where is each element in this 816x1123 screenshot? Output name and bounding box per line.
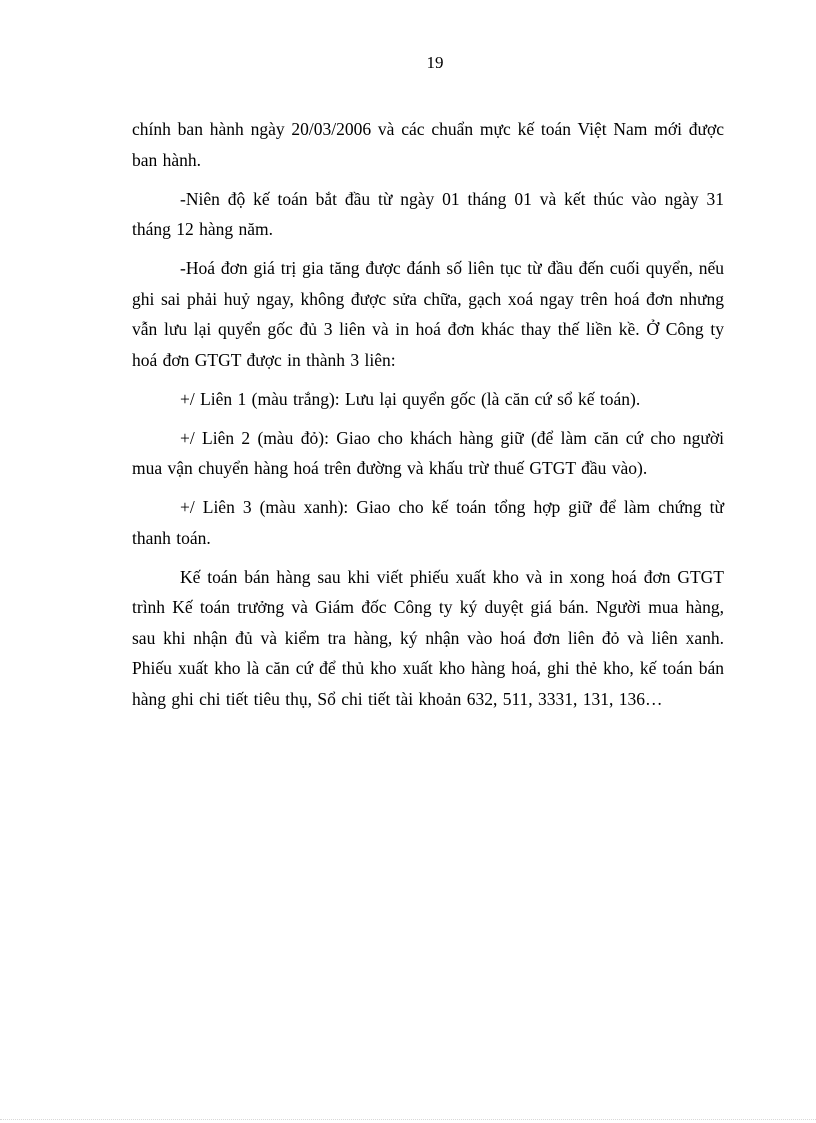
paragraph-sales-accounting: Kế toán bán hàng sau khi viết phiếu xuất kho và in xong hoá đơn GTGT trình Kế toán trưởng và Giám đốc Công ty ký duyệt giá bán. Người mua hàng, sau khi nhận đủ và kiểm tra hàng, ký nhận vào hoá đơn liên đỏ và liên xanh. Phiếu xuất kho là căn cứ để thủ kho xuất kho hàng hoá, ghi thẻ kho, kế toán bán hàng ghi chi tiết tiêu thụ, Sổ chi tiết tài khoản 632, 511, 3331, 131, 136…: [132, 566, 724, 709]
paragraph-copy-1: +/ Liên 1 (màu trắng): Lưu lại quyển gốc (là căn cứ sổ kế toán).: [180, 388, 641, 409]
page-number: 19: [426, 53, 444, 72]
paragraph-fiscal-year: -Niên độ kế toán bắt đầu từ ngày 01 tháng 01 và kết thúc vào ngày 31 tháng 12 hàng năm.: [132, 188, 724, 239]
paragraph-vat-invoice: -Hoá đơn giá trị gia tăng được đánh số liên tục từ đầu đến cuối quyển, nếu ghi sai phải huỷ ngay, không được sửa chữa, gạch xoá ngay trên hoá đơn nhưng vẫn lưu lại quyển gốc đủ 3 liên và in hoá đơn khác thay thế liền kề. Ở Công ty hoá đơn GTGT được in thành 3 liên:: [132, 258, 724, 370]
paragraph-copy-2: +/ Liên 2 (màu đỏ): Giao cho khách hàng giữ (để làm căn cứ cho người mua vận chuyển hàng hoá trên đường và khấu trừ thuế GTGT đầu vào).: [132, 427, 724, 478]
document-body: [132, 114, 724, 723]
paragraph-copy-3: +/ Liên 3 (màu xanh): Giao cho kế toán tổng hợp giữ để làm chứng từ thanh toán.: [132, 497, 724, 548]
page-bottom-divider: [0, 1119, 816, 1120]
paragraph-continuation: chính ban hành ngày 20/03/2006 và các chuẩn mực kế toán Việt Nam mới được ban hành.: [132, 119, 724, 170]
